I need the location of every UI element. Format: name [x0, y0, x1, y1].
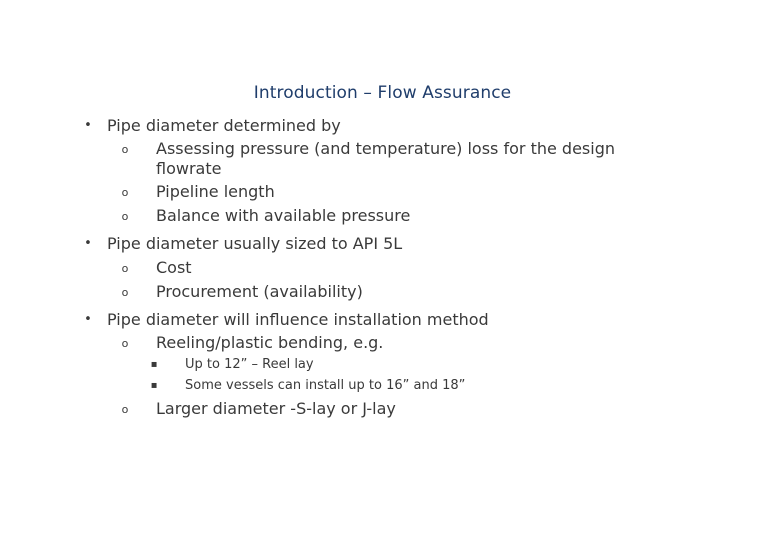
square-bullet-icon: ▪ [150, 380, 158, 391]
list-item-installation-method: Pipe diameter will influence installation method [107, 310, 489, 329]
list-item-reel-lay: Up to 12” – Reel lay [185, 357, 314, 372]
list-item-assessing-pressure: Assessing pressure (and temperature) loss for the design [156, 139, 615, 158]
list-item-cost: Cost [156, 258, 192, 277]
list-item-vessels: Some vessels can install up to 16” and 18” [185, 378, 466, 393]
list-item-procurement: Procurement (availability) [156, 282, 363, 301]
bullet-icon: • [84, 118, 92, 133]
sub-bullet-icon: o [121, 186, 129, 199]
sub-bullet-icon: o [121, 262, 129, 275]
list-item-pipeline-length: Pipeline length [156, 182, 275, 201]
sub-bullet-icon: o [121, 403, 129, 416]
list-item-assessing-pressure-continued: flowrate [156, 159, 222, 178]
list-item-larger-diameter: Larger diameter -S-lay or J-lay [156, 399, 396, 418]
list-item-api-5l: Pipe diameter usually sized to API 5L [107, 234, 403, 253]
list-item-balance-pressure: Balance with available pressure [156, 206, 411, 225]
sub-bullet-icon: o [121, 143, 129, 156]
bullet-icon: • [84, 312, 92, 327]
square-bullet-icon: ▪ [150, 359, 158, 370]
sub-bullet-icon: o [121, 210, 129, 223]
list-item-pipe-diameter-determined: Pipe diameter determined by [107, 116, 341, 135]
slide-title: Introduction – Flow Assurance [253, 83, 512, 103]
sub-bullet-icon: o [121, 286, 129, 299]
list-item-reeling: Reeling/plastic bending, e.g. [156, 333, 384, 352]
bullet-icon: • [84, 236, 92, 251]
sub-bullet-icon: o [121, 337, 129, 350]
